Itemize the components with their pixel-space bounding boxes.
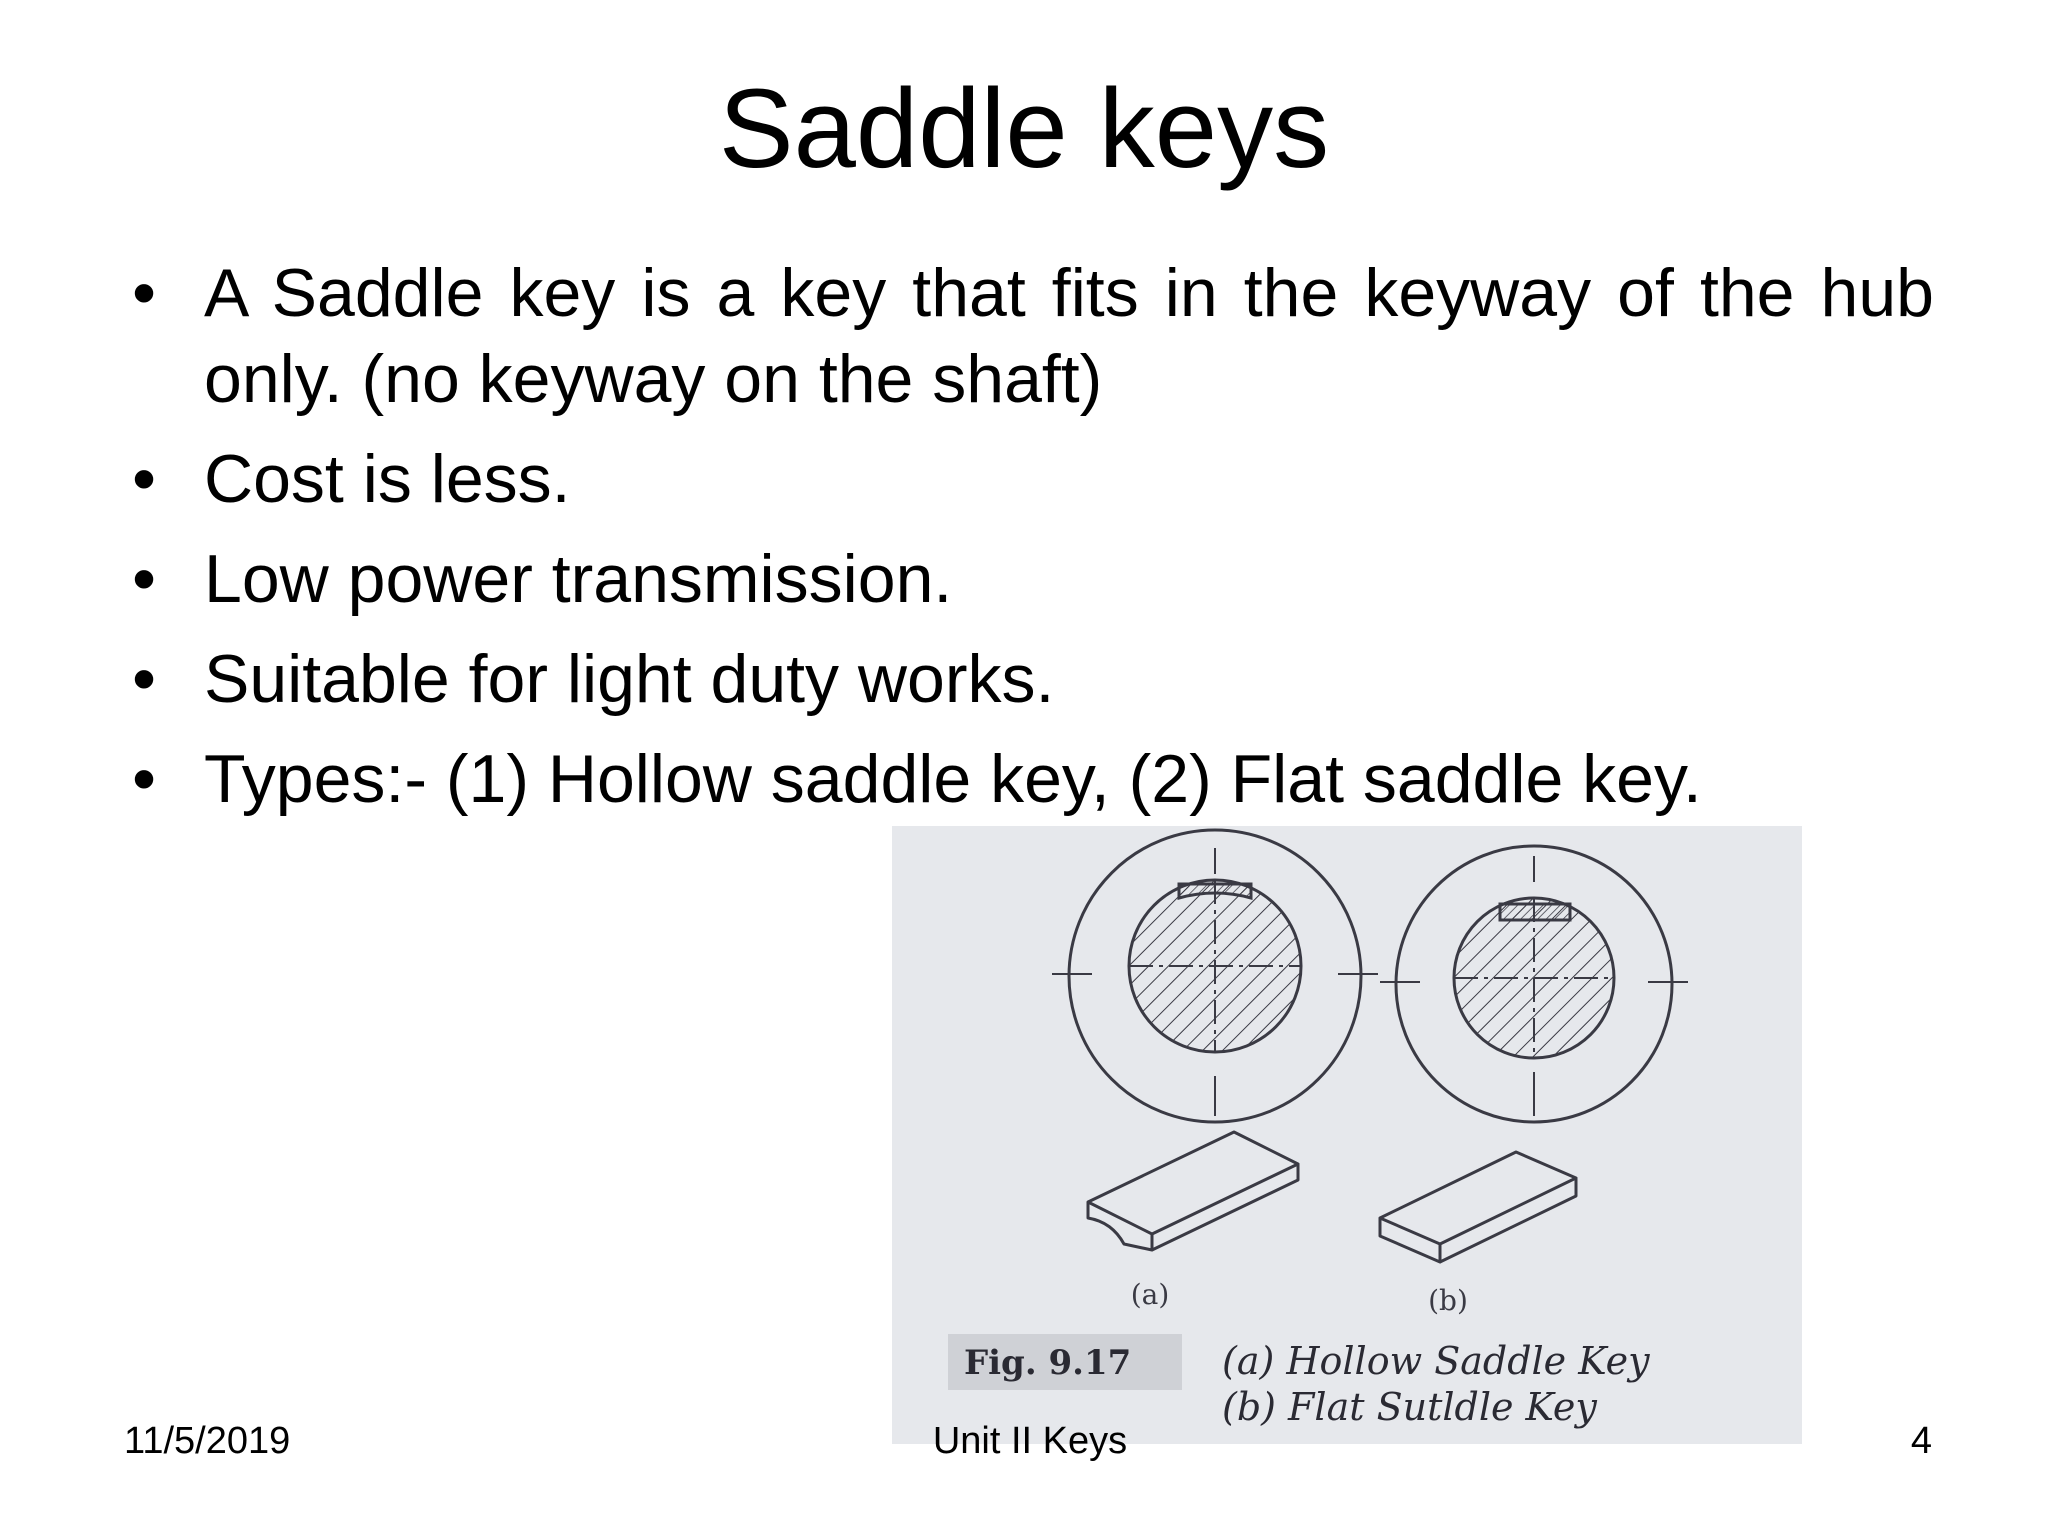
flat-saddle-key-iso	[1380, 1152, 1576, 1262]
saddle-key-figure	[892, 826, 1802, 1444]
bullet-text: Types:- (1) Hollow saddle key, (2) Flat saddle key.	[204, 741, 1702, 817]
caption-a: (a) Hollow Saddle Key	[1222, 1339, 1650, 1383]
bullet-marker: •	[132, 255, 156, 331]
label-a: (a)	[1130, 1278, 1170, 1311]
hollow-saddle-key-iso	[1088, 1132, 1298, 1250]
bullet-text: Low power transmission.	[204, 541, 953, 617]
saddle-key-drawing	[892, 826, 1802, 1444]
bullet-item	[124, 436, 1934, 522]
slide-title: Saddle keys	[718, 66, 1330, 191]
shaft-a	[1129, 880, 1301, 1052]
bullet-item	[124, 536, 1934, 622]
flat-saddle-key-section	[1500, 904, 1570, 920]
bullet-text: Suitable for light duty works.	[204, 641, 1055, 717]
bullet-marker: •	[132, 641, 156, 717]
bullet-marker: •	[132, 541, 156, 617]
footer-title: Unit II Keys	[932, 1420, 1128, 1462]
footer-date: 11/5/2019	[124, 1420, 291, 1462]
bullet-marker: •	[132, 741, 156, 817]
bullet-item	[124, 250, 1934, 422]
bullet-text: Cost is less.	[204, 441, 571, 517]
bullet-list	[124, 250, 1934, 836]
bullet-item	[124, 636, 1934, 722]
bullet-text: A Saddle key is a key that fits in the keyway of the hub only. (no keyway on the shaft)	[204, 255, 1934, 417]
bullet-marker: •	[132, 441, 156, 517]
page-number: 4	[1910, 1420, 1932, 1462]
shaft-b	[1454, 898, 1614, 1059]
label-b: (b)	[1428, 1284, 1468, 1317]
caption-b: (b) Flat Sutldle Key	[1222, 1385, 1597, 1429]
bullet-item	[124, 736, 1934, 822]
fig-number: Fig. 9.17	[964, 1343, 1132, 1383]
